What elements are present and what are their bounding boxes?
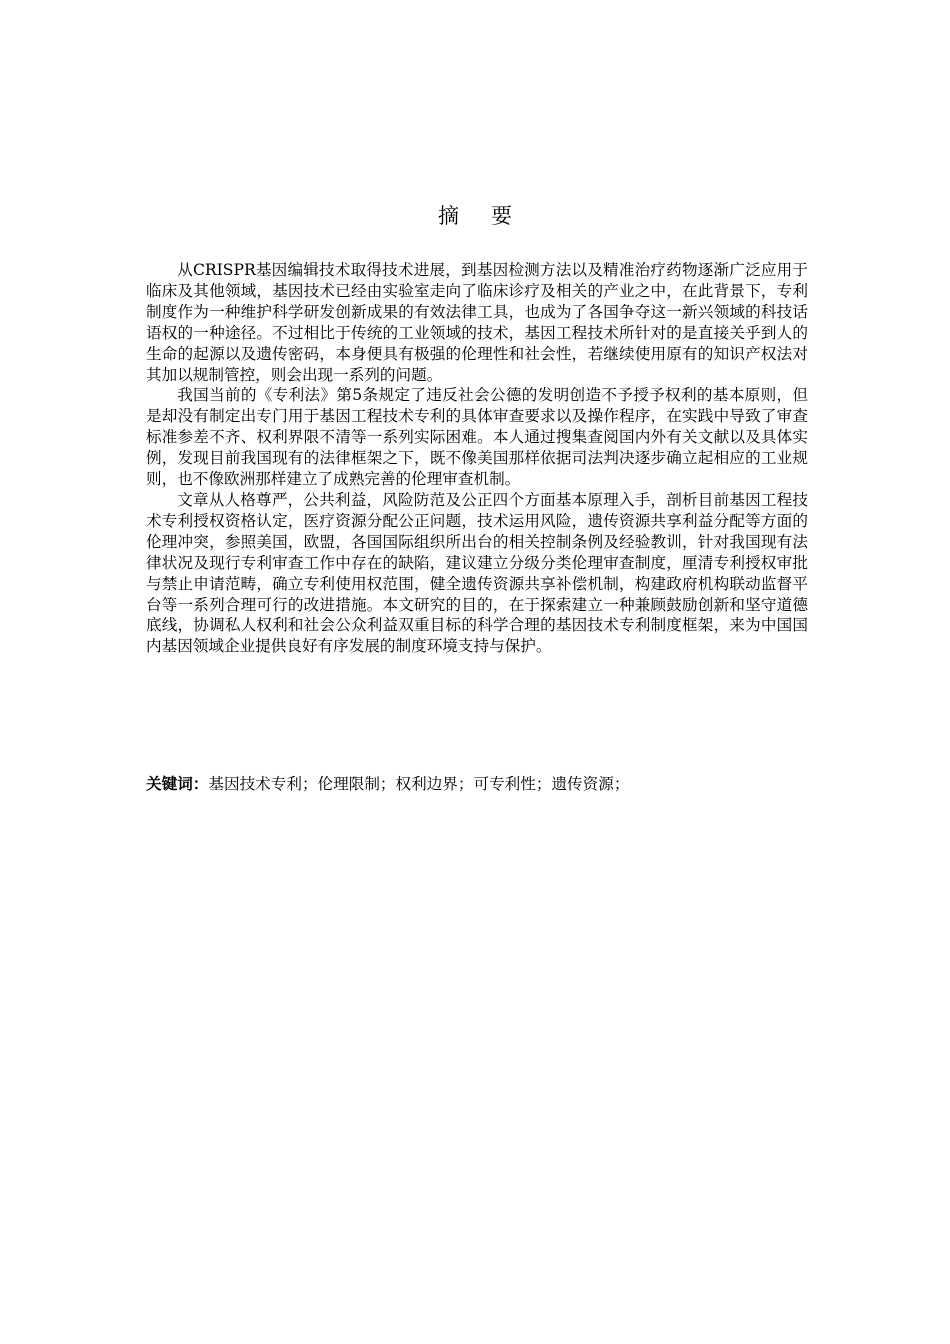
keywords-list: 基因技术专利；伦理限制；权利边界；可专利性；遗传资源； xyxy=(208,775,630,793)
abstract-body xyxy=(146,260,808,657)
keywords-line xyxy=(146,773,808,795)
keywords-label: 关键词： xyxy=(146,775,209,793)
abstract-paragraph-2: 我国当前的《专利法》第5条规定了违反社会公德的发明创造不予授予权利的基本原则，但是却没有制定出专门用于基因工程技术专利的具体审查要求以及操作程序，在实践中导致了审查标准参差不齐、权利界限不清等一系列实际困难。本人通过搜集查阅国内外有关文献以及具体实例，发现目前我国现有的法律框架之下，既不像美国那样依据司法判决逐步确立起相应的工业规则，也不像欧洲那样建立了成熟完善的伦理审查机制。 xyxy=(146,386,808,489)
abstract-paragraph-1: 从CRISPR基因编辑技术取得技术进展，到基因检测方法以及精准治疗药物逐渐广泛应用于临床及其他领域，基因技术已经由实验室走向了临床诊疗及相关的产业之中，在此背景下，专利制度作为一种维护科学研发创新成果的有效法律工具，也成为了各国争夺这一新兴领域的科技话语权的一种途径。不过相比于传统的工业领域的技术，基因工程技术所针对的是直接关乎到人的生命的起源以及遗传密码，本身便具有极强的伦理性和社会性，若继续使用原有的知识产权法对其加以规制管控，则会出现一系列的问题。 xyxy=(146,261,808,384)
abstract-title: 摘要 xyxy=(438,204,544,228)
abstract-paragraph-3: 文章从人格尊严，公共利益，风险防范及公正四个方面基本原理入手，剖析目前基因工程技术专利授权资格认定，医疗资源分配公正问题，技术运用风险，遗传资源共享利益分配等方面的伦理冲突，参照美国，欧盟，各国国际组织所出台的相关控制条例及经验教训，针对我国现有法律状况及现行专利审查工作中存在的缺陷，建议建立分级分类伦理审查制度，厘清专利授权审批与禁止申请范畴，确立专利使用权范围，健全遗传资源共享补偿机制，构建政府机构联动监督平台等一系列合理可行的改进措施。本文研究的目的，在于探索建立一种兼顾鼓励创新和坚守道德底线，协调私人权利和社会公众利益双重目标的科学合理的基因技术专利制度框架，来为中国国内基因领域企业提供良好有序发展的制度环境支持与保护。 xyxy=(146,490,808,656)
